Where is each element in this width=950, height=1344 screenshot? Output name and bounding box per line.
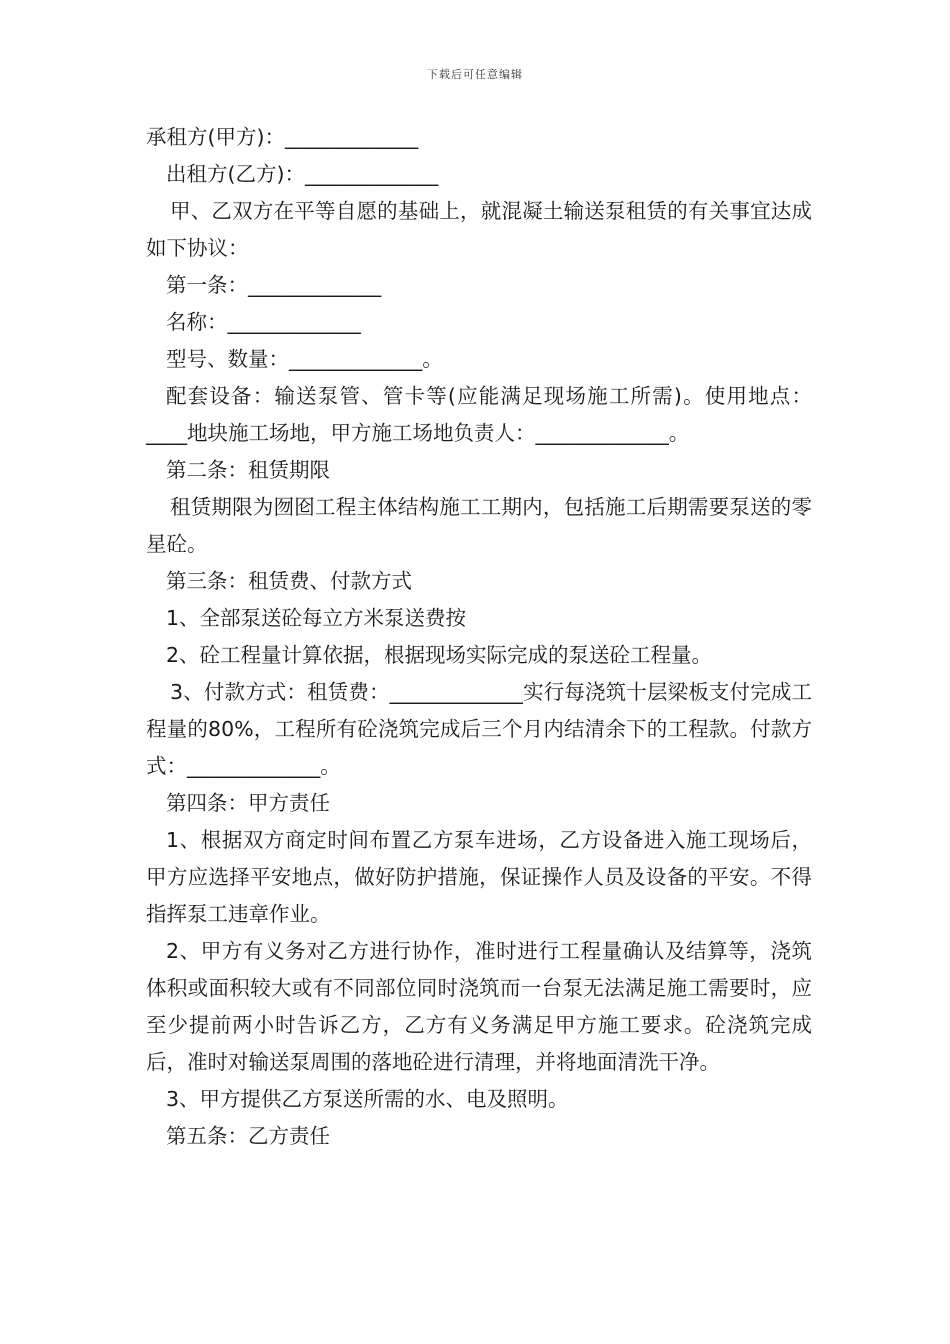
article-5-heading: 第五条：乙方责任 <box>166 1124 330 1148</box>
article-2-heading: 第二条：租赁期限 <box>166 458 330 482</box>
article-3-heading: 第三条：租赁费、付款方式 <box>166 569 412 593</box>
article-4-heading: 第四条：甲方责任 <box>166 791 330 815</box>
model-quantity-line: 型号、数量：_____________。 <box>166 347 443 371</box>
lease-term-paragraph: 租赁期限为囫囵工程主体结构施工工期内，包括施工后期需要泵送的零星砼。 <box>146 495 812 556</box>
article-4-item-2: 2、甲方有义务对乙方进行协作，准时进行工程量确认及结算等，浇筑体积或面积较大或有不同部位同时浇筑而一台泵无法满足施工需要时，应至少提前两小时告诉乙方，乙方有义务满足甲方施工要求。砼浇筑完成后，准时对输送泵周围的落地砼进行清理，并将地面清洗干净。 <box>146 939 812 1074</box>
equipment-name-line: 名称：_____________ <box>166 310 361 334</box>
article-1-heading: 第一条：_____________ <box>166 273 382 297</box>
article-3-item-1: 1、全部泵送砼每立方米泵送费按 <box>166 606 467 630</box>
contract-body <box>146 119 812 1155</box>
lessee-line: 承租方(甲方)：_____________ <box>146 125 419 149</box>
article-4-item-3: 3、甲方提供乙方泵送所需的水、电及照明。 <box>166 1087 569 1111</box>
article-3-item-3: 3、付款方式：租赁费：_____________实行每浇筑十层梁板支付完成工程量的80%，工程所有砼浇筑完成后三个月内结清余下的工程款。付款方式：_____________。 <box>146 680 812 778</box>
page-header-note: 下载后可任意编辑 <box>427 68 523 81</box>
lessor-line: 出租方(乙方)：_____________ <box>166 162 439 186</box>
accessories-location-paragraph: 配套设备：输送泵管、管卡等(应能满足现场施工所需)。使用地点：____地块施工场地，甲方施工场地负责人：_____________。 <box>146 384 812 445</box>
preamble-paragraph: 甲、乙双方在平等自愿的基础上，就混凝土输送泵租赁的有关事宜达成如下协议： <box>146 199 812 260</box>
article-4-item-1: 1、根据双方商定时间布置乙方泵车进场，乙方设备进入施工现场后，甲方应选择平安地点，做好防护措施，保证操作人员及设备的平安。不得指挥泵工违章作业。 <box>146 828 812 926</box>
article-3-item-2: 2、砼工程量计算依据，根据现场实际完成的泵送砼工程量。 <box>166 643 713 667</box>
